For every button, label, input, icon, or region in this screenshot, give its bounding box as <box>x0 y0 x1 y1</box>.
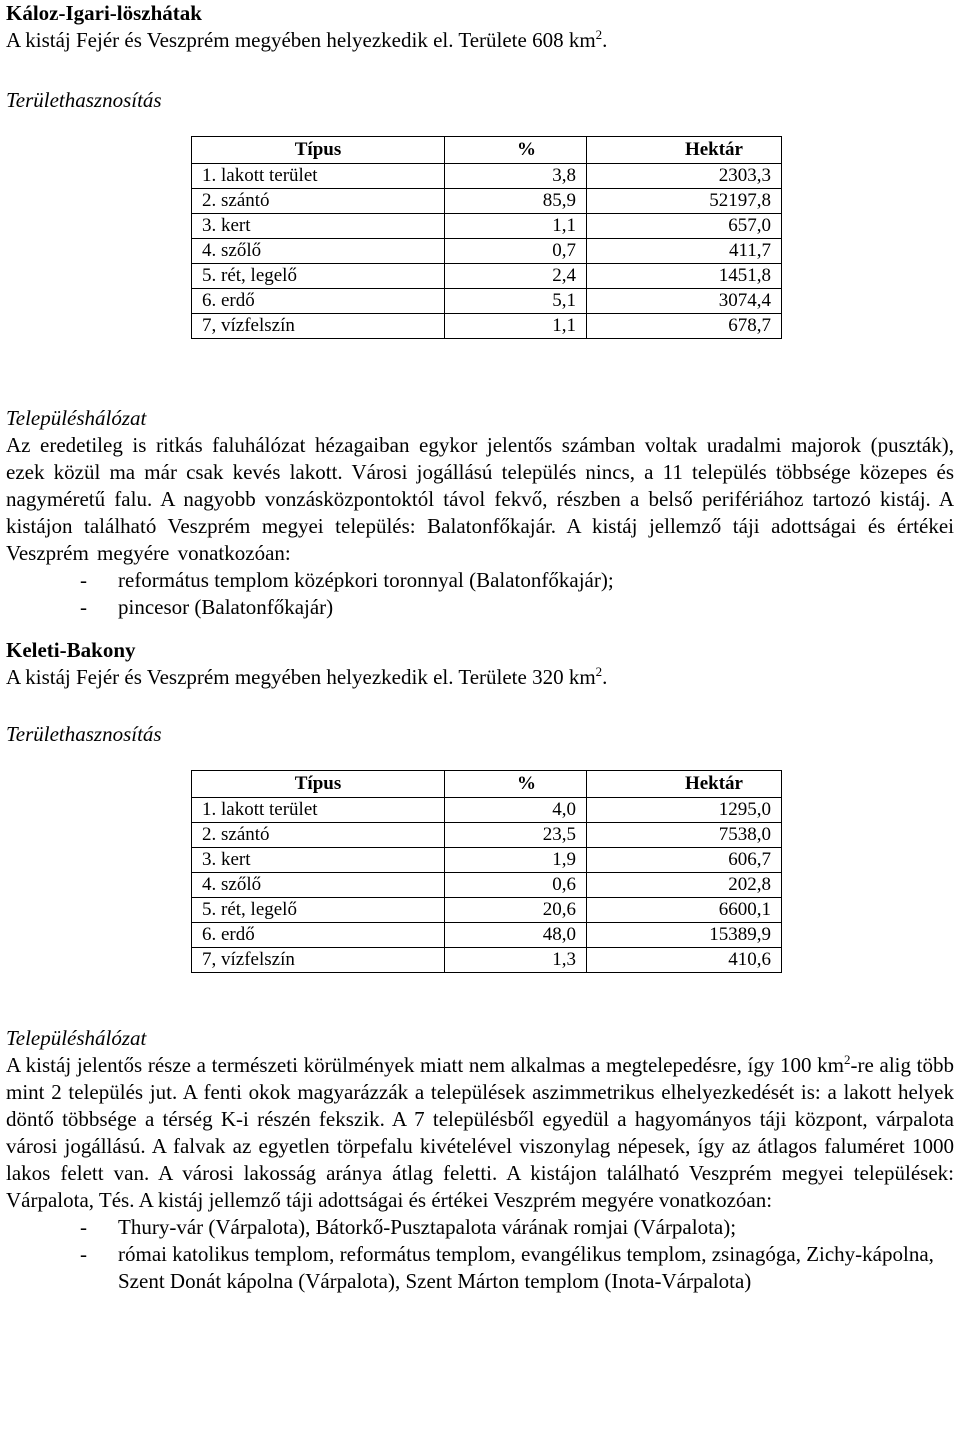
cell-percent: 85,9 <box>445 189 587 214</box>
header-hectare: Hektár <box>587 137 782 164</box>
table-row <box>192 898 782 923</box>
cell-percent: 0,6 <box>445 873 587 898</box>
cell-type: 5. rét, legelő <box>192 898 445 923</box>
table-row <box>192 948 782 973</box>
cell-percent: 1,1 <box>445 314 587 339</box>
section-title: Keleti-Bakony <box>6 638 136 662</box>
header-hectare: Hektár <box>587 771 782 798</box>
cell-type: 7, vízfelszín <box>192 948 445 973</box>
cell-hectare: 6600,1 <box>587 898 782 923</box>
cell-percent: 1,9 <box>445 848 587 873</box>
cell-percent: 23,5 <box>445 823 587 848</box>
list-item-text: római katolikus templom, református templom, evangélikus templom, zsinagóga, Zichy-kápolna, Szent Donát kápolna (Várpalota), Szent Márton templom (Inota-Várpalota) <box>118 1242 934 1293</box>
values-list <box>6 567 954 621</box>
network-heading: Településhálózat <box>6 1026 147 1050</box>
network-paragraph <box>6 1052 954 1214</box>
header-percent: % <box>445 771 587 798</box>
list-item <box>6 567 954 594</box>
landuse-table <box>191 770 782 973</box>
dash-bullet: - <box>80 595 87 619</box>
area-superscript: 2 <box>844 1052 851 1067</box>
cell-hectare: 7538,0 <box>587 823 782 848</box>
list-item-text: Thury-vár (Várpalota), Bátorkő-Pusztapalota várának romjai (Várpalota); <box>118 1215 737 1239</box>
cell-hectare: 410,6 <box>587 948 782 973</box>
cell-type: 5. rét, legelő <box>192 264 445 289</box>
table-row <box>192 314 782 339</box>
network-paragraph: Az eredetileg is ritkás faluhálózat hézagaiban egykor jelentős számban voltak uradalmi majorok (puszták), ezek közül ma már csak kevés lakott. Városi jogállású település nincs, a 11 település többsége közepes és nagyméretű falu. A nagyobb vonzásközpontoktól távol fekvő, részben a belső perifériához tartozó kistáj. A kistájon található Veszprém megyei település: Balatonfőkajár. A kistáj jellemző táji adottságai és értékei Veszprém megyére vonatkozóan: <box>6 433 954 565</box>
table-row <box>192 264 782 289</box>
cell-hectare: 2303,3 <box>587 164 782 189</box>
list-item <box>6 594 954 621</box>
table-row <box>192 848 782 873</box>
network-heading: Településhálózat <box>6 406 147 430</box>
cell-hectare: 1295,0 <box>587 798 782 823</box>
section-intro <box>6 664 954 691</box>
area-superscript: 2 <box>595 27 603 42</box>
list-item-text: pincesor (Balatonfőkajár) <box>118 595 334 619</box>
network-text-part-a: A kistáj jelentős része a természeti körülmények miatt nem alkalmas a megtelepedésre, így 100 km <box>6 1053 845 1077</box>
cell-percent: 48,0 <box>445 923 587 948</box>
cell-type: 1. lakott terület <box>192 798 445 823</box>
cell-type: 3. kert <box>192 848 445 873</box>
intro-text: A kistáj Fejér és Veszprém megyében helyezkedik el. Területe 320 km <box>6 665 596 689</box>
list-item <box>6 1214 954 1241</box>
cell-hectare: 202,8 <box>587 873 782 898</box>
table-row <box>192 164 782 189</box>
cell-hectare: 606,7 <box>587 848 782 873</box>
cell-hectare: 3074,4 <box>587 289 782 314</box>
table-header-row <box>192 771 782 798</box>
table-header-row <box>192 137 782 164</box>
cell-percent: 1,1 <box>445 214 587 239</box>
landuse-heading: Területhasznosítás <box>6 722 162 746</box>
table-row <box>192 873 782 898</box>
cell-type: 6. erdő <box>192 923 445 948</box>
table-row <box>192 798 782 823</box>
dash-bullet: - <box>80 1215 87 1239</box>
cell-percent: 4,0 <box>445 798 587 823</box>
cell-hectare: 678,7 <box>587 314 782 339</box>
cell-hectare: 657,0 <box>587 214 782 239</box>
cell-hectare: 52197,8 <box>587 189 782 214</box>
cell-type: 4. szőlő <box>192 239 445 264</box>
list-item <box>6 1241 954 1295</box>
list-item-text: református templom középkori toronnyal (Balatonfőkajár); <box>118 568 614 592</box>
cell-type: 2. szántó <box>192 189 445 214</box>
cell-type: 1. lakott terület <box>192 164 445 189</box>
intro-text: A kistáj Fejér és Veszprém megyében helyezkedik el. Területe 608 km <box>6 28 596 52</box>
cell-hectare: 1451,8 <box>587 264 782 289</box>
network-text-part-b: -re alig több mint 2 település jut. A fenti okok magyarázzák a települések aszimmetrikus elhelyezkedését is: a lakott helyek döntő többsége a térség K-i részén fekszik. A 7 településből egyedül a hagyományos táji központ, várpalota városi jogállású. A falvak az egyetlen törpefalu kivételével viszonylag népesek, így az átlagos faluméret 1000 lakos felett van. A városi lakosság aránya átlag feletti. A kistájon található Veszprém megyei települések: Várpalota, Tés. A kistáj jellemző táji adottságai és értékei Veszprém megyére vonatkozóan: <box>6 1053 954 1212</box>
table-row <box>192 923 782 948</box>
values-list <box>6 1214 954 1295</box>
cell-percent: 3,8 <box>445 164 587 189</box>
table-row <box>192 189 782 214</box>
cell-type: 7, vízfelszín <box>192 314 445 339</box>
table-row <box>192 823 782 848</box>
table-row <box>192 214 782 239</box>
cell-type: 6. erdő <box>192 289 445 314</box>
cell-percent: 20,6 <box>445 898 587 923</box>
dash-bullet: - <box>80 568 87 592</box>
header-percent: % <box>445 137 587 164</box>
cell-percent: 0,7 <box>445 239 587 264</box>
section-intro <box>6 27 954 54</box>
section-keleti-bakony <box>6 637 954 1295</box>
table-row <box>192 289 782 314</box>
landuse-table <box>191 136 782 339</box>
intro-end: . <box>602 665 608 689</box>
cell-hectare: 15389,9 <box>587 923 782 948</box>
section-kaloz-igari <box>6 0 954 621</box>
header-type: Típus <box>192 137 445 164</box>
section-title: Káloz-Igari-löszhátak <box>6 1 202 25</box>
landuse-heading: Területhasznosítás <box>6 88 162 112</box>
cell-hectare: 411,7 <box>587 239 782 264</box>
dash-bullet: - <box>80 1242 87 1266</box>
cell-type: 3. kert <box>192 214 445 239</box>
intro-end: . <box>602 28 608 52</box>
cell-type: 2. szántó <box>192 823 445 848</box>
area-superscript: 2 <box>595 664 603 679</box>
table-row <box>192 239 782 264</box>
cell-percent: 1,3 <box>445 948 587 973</box>
cell-percent: 5,1 <box>445 289 587 314</box>
cell-percent: 2,4 <box>445 264 587 289</box>
header-type: Típus <box>192 771 445 798</box>
cell-type: 4. szőlő <box>192 873 445 898</box>
